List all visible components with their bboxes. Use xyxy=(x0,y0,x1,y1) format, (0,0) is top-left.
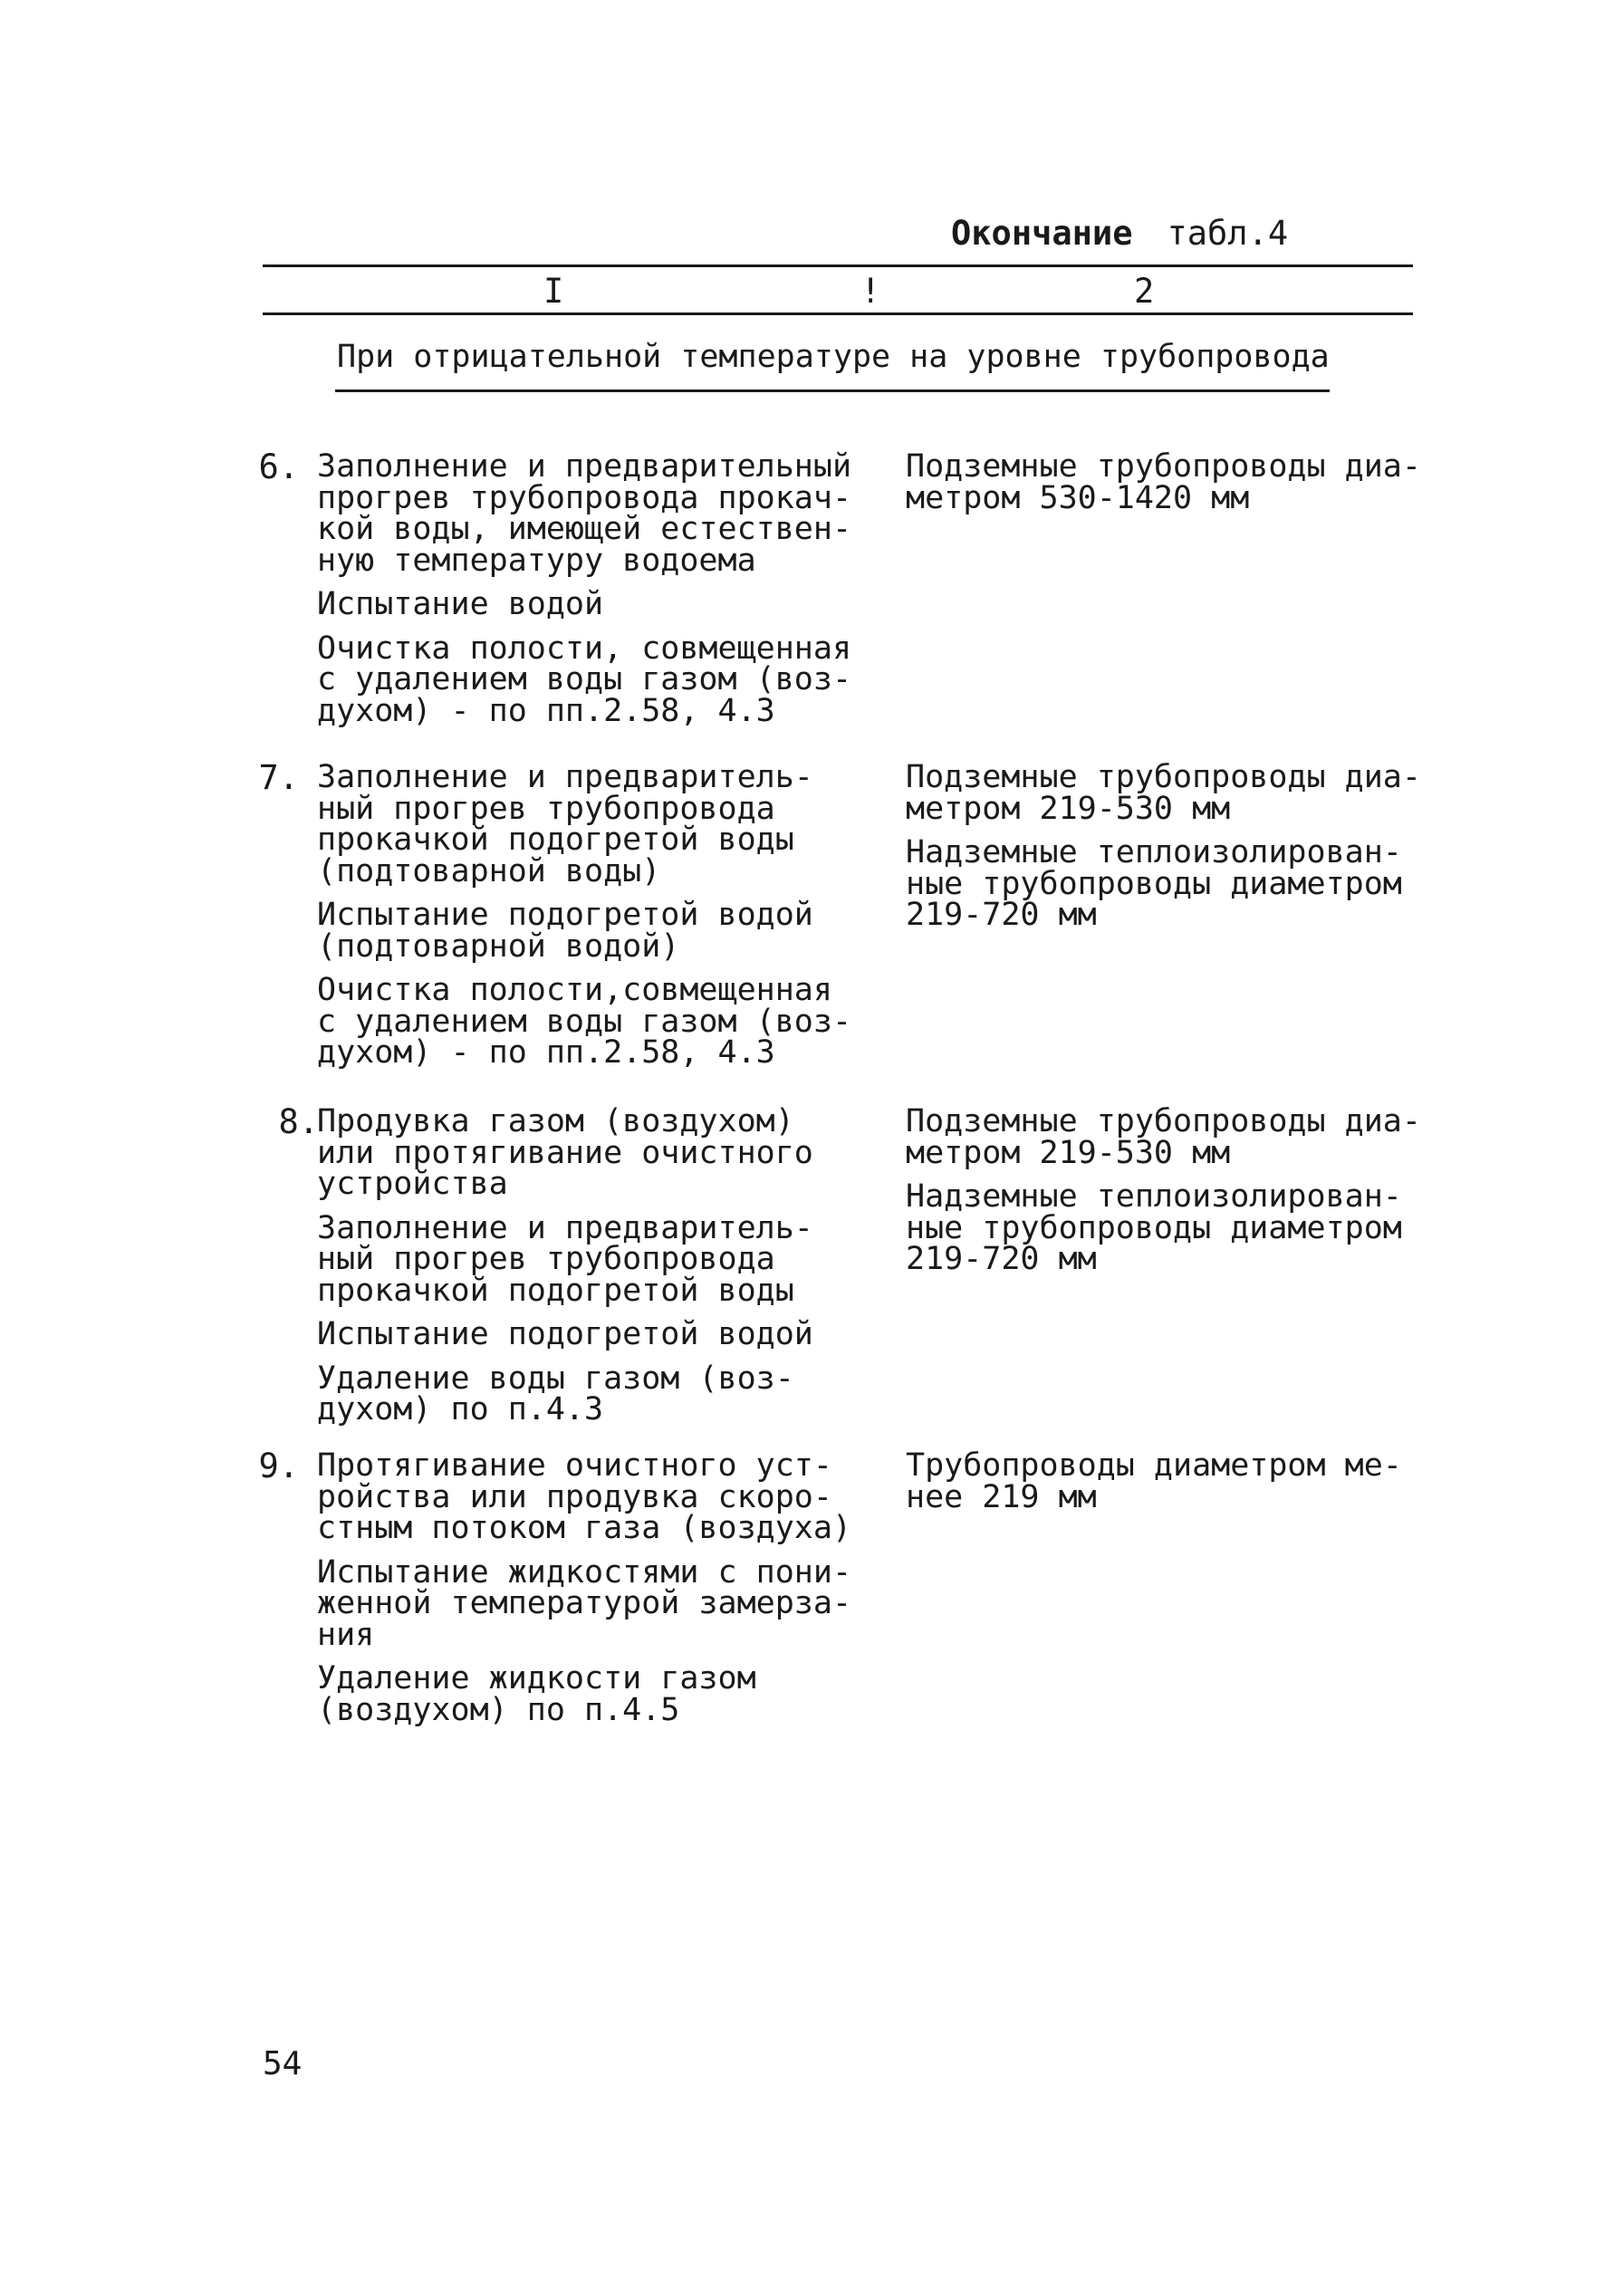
operation-item: Очистка полости,совмещенная с удалением воды газом (воз- духом) - по пп.2.58, 4.3 xyxy=(317,972,852,1071)
operation-item: Продувка газом (воздухом) или протягивание очистного устройства xyxy=(317,1103,813,1202)
column-separator: ! xyxy=(860,272,881,311)
operation-item: Заполнение и предварительный прогрев трубопровода прокач- кой воды, имеющей естествен- ную температуру водоема xyxy=(317,448,852,579)
operation-item: Испытание подогретой водой (подтоварной водой) xyxy=(317,897,813,965)
table-caption-number: табл.4 xyxy=(1167,214,1289,253)
operation-item: Испытание подогретой водой xyxy=(317,1316,813,1352)
column-2-header: 2 xyxy=(1134,272,1155,311)
pipelines-cell xyxy=(906,759,1431,933)
row-number: 7. xyxy=(258,758,299,797)
operation-item: Заполнение и предваритель- ный прогрев трубопровода прокачкой подогретой воды xyxy=(317,1209,813,1309)
operations-cell xyxy=(317,1447,860,1728)
operation-item: Заполнение и предваритель- ный прогрев трубопровода прокачкой подогретой воды (подтоварной воды) xyxy=(317,759,813,889)
table-top-rule xyxy=(263,264,1413,267)
pipeline-item: Подземные трубопроводы диа- метром 219-530 мм xyxy=(906,1103,1421,1171)
operation-item: Испытание жидкостями с пони- женной температурой замерза- ния xyxy=(317,1553,852,1653)
operations-cell xyxy=(317,448,860,729)
row-number: 9. xyxy=(258,1447,299,1485)
pipeline-item: Подземные трубопроводы диа- метром 219-530 мм xyxy=(906,759,1421,827)
section-title-underline xyxy=(335,389,1330,392)
operations-cell xyxy=(317,1103,860,1427)
table-caption-prefix: Окончание xyxy=(951,214,1133,253)
table-caption xyxy=(951,214,1288,253)
table-header-rule xyxy=(263,312,1413,315)
pipeline-item: Трубопроводы диаметром ме- нее 219 мм xyxy=(906,1447,1402,1515)
page-number: 54 xyxy=(263,2045,303,2082)
operation-item: Испытание водой xyxy=(317,586,604,622)
pipeline-item: Подземные трубопроводы диа- метром 530-1420 мм xyxy=(906,448,1421,516)
column-1-header: I xyxy=(543,272,564,311)
row-number: 8. xyxy=(278,1102,319,1141)
pipelines-cell xyxy=(906,448,1431,516)
operation-item: Удаление жидкости газом (воздухом) по п.4.5 xyxy=(317,1660,756,1728)
pipelines-cell xyxy=(906,1447,1431,1515)
row-number: 6. xyxy=(258,447,299,486)
operation-item: Протягивание очистного уст- ройства или продувка скоро- стным потоком газа (воздуха) xyxy=(317,1447,852,1546)
section-title: При отрицательной температуре на уровне трубопровода xyxy=(337,339,1330,375)
pipeline-item: Надземные теплоизолирован- ные трубопроводы диаметром 219-720 мм xyxy=(906,834,1402,933)
operation-item: Очистка полости, совмещенная с удалением воды газом (воз- духом) - по пп.2.58, 4.3 xyxy=(317,630,852,729)
pipelines-cell xyxy=(906,1103,1431,1277)
operation-item: Удаление воды газом (воз- духом) по п.4.3 xyxy=(317,1360,794,1427)
operations-cell xyxy=(317,759,860,1071)
pipeline-item: Надземные теплоизолирован- ные трубопроводы диаметром 219-720 мм xyxy=(906,1178,1402,1277)
